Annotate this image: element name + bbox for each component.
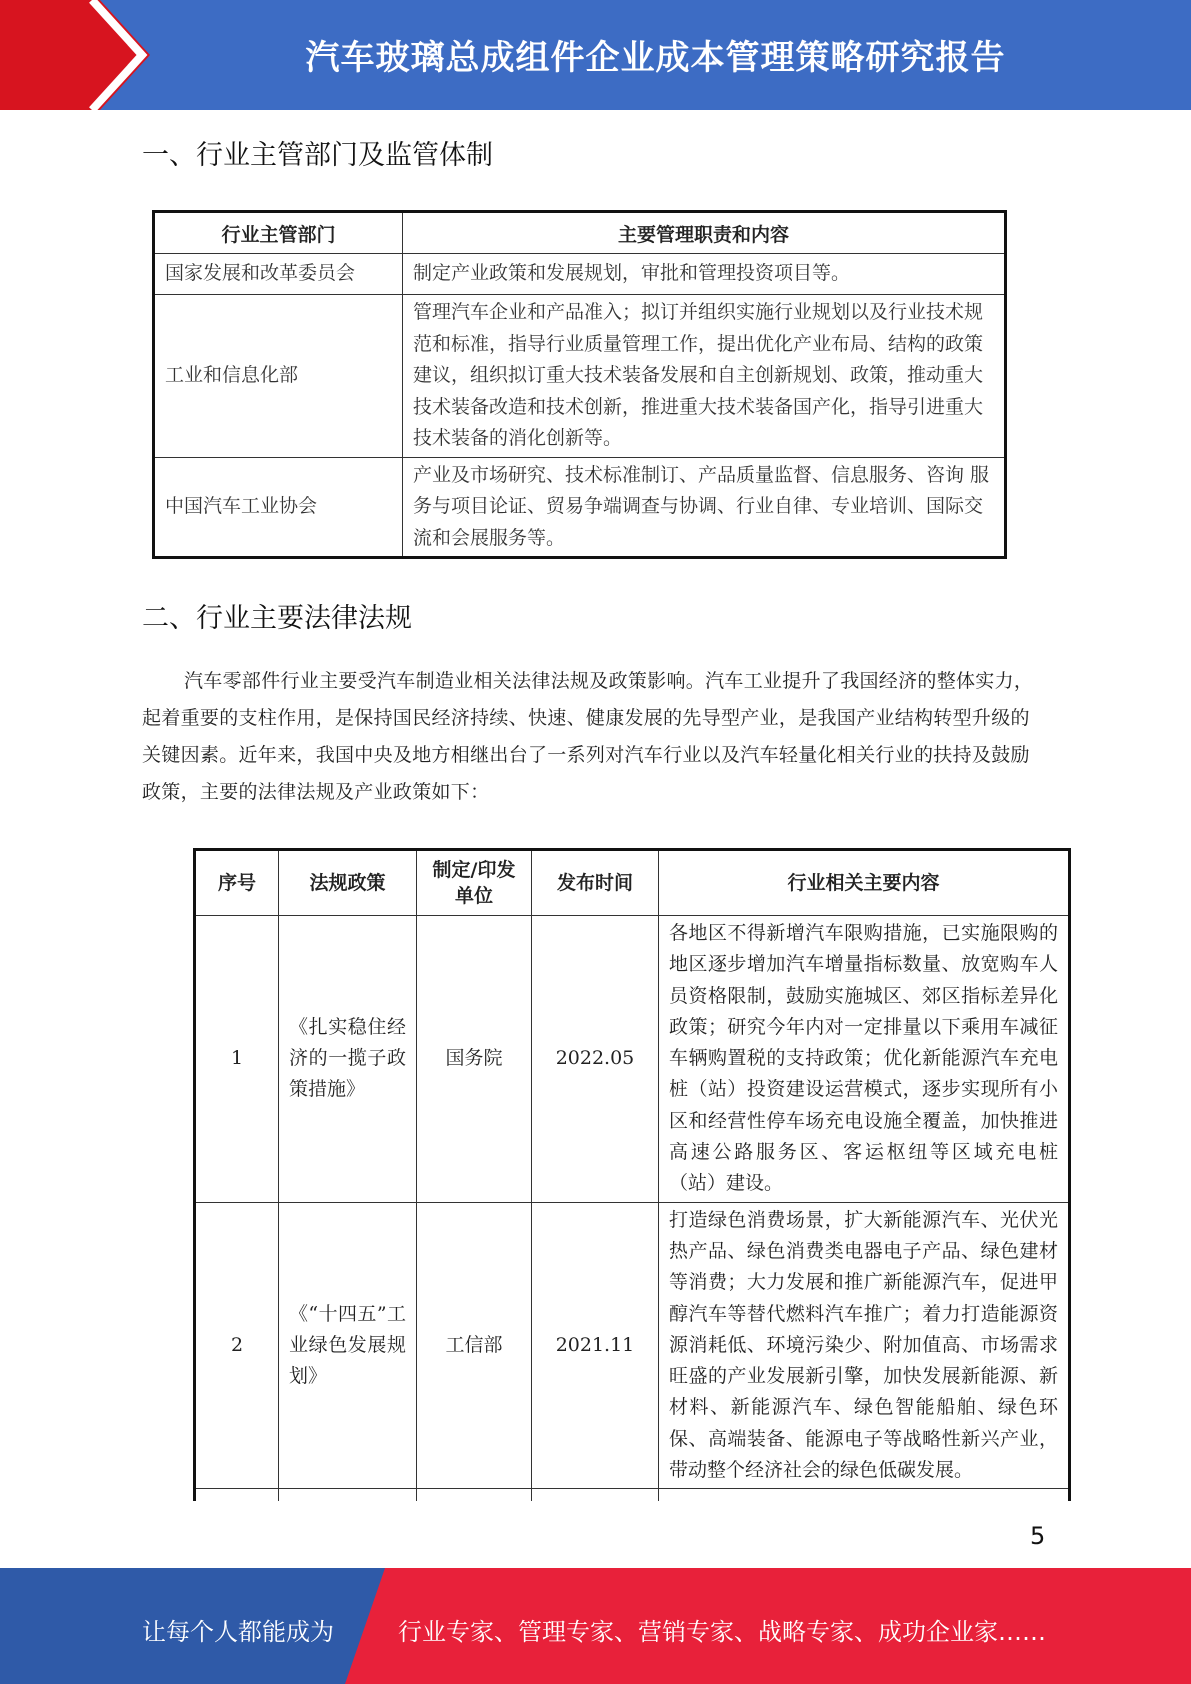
table-row (154, 254, 1006, 295)
column-header: 制定/印发单位 (417, 850, 532, 916)
duty-cell: 管理汽车企业和产品准入；拟订并组织实施行业规划以及行业技术规范和标准，指导行业质量管理工作，提出优化产业布局、结构的政策建议，组织拟订重大技术装备发展和自主创新规划、政策，推动重大技术装备改造和技术创新，推进重大技术装备国产化，指导引进重大技术装备的消化创新等。 (403, 295, 1006, 458)
policy-name: 《扎实稳住经济的一揽子政策措施》 (279, 916, 417, 1203)
intro-paragraph: 汽车零部件行业主要受汽车制造业相关法律法规及政策影响。汽车工业提升了我国经济的整体实力，起着重要的支柱作用，是保持国民经济持续、快速、健康发展的先导型产业，是我国产业结构转型升级的关键因素。近年来，我国中央及地方相继出台了一系列对汽车行业以及汽车轻量化相关行业的扶持及鼓励政策，主要的法律法规及产业政策如下： (142, 670, 1034, 803)
row-number: 1 (195, 916, 279, 1203)
dept-cell: 中国汽车工业协会 (154, 457, 403, 558)
page-number: 5 (1030, 1522, 1046, 1550)
page-header (0, 0, 1191, 110)
empty-cell (195, 1489, 279, 1502)
section-heading-2: 二、行业主要法律法规 (142, 603, 412, 634)
column-header: 行业主管部门 (154, 212, 403, 254)
policy-content: 打造绿色消费场景，扩大新能源汽车、光伏光热产品、绿色消费类电器电子产品、绿色建材等消费；大力发展和推广新能源汽车，促进甲醇汽车等替代燃料汽车推广；着力打造能源资源消耗低、环境污染少、附加值高、市场需求旺盛的产业发展新引擎，加快发展新能源、新材料、新能源汽车、绿色智能船舶、绿色环保、高端装备、能源电子等战略性新兴产业，带动整个经济社会的绿色低碳发展。 (659, 1202, 1070, 1489)
dept-cell: 国家发展和改革委员会 (154, 254, 403, 295)
column-header: 发布时间 (532, 850, 659, 916)
footer-slogan-right: 行业专家、管理专家、营销专家、战略专家、成功企业家…… (398, 1618, 1046, 1646)
empty-cell (417, 1489, 532, 1502)
table-row-continued (195, 1489, 1070, 1502)
page-footer (0, 1568, 1191, 1684)
table-header-row (154, 212, 1006, 254)
dept-cell: 工业和信息化部 (154, 295, 403, 458)
header-arrow-decoration (0, 0, 160, 110)
table-row (195, 1202, 1070, 1489)
policy-content: 各地区不得新增汽车限购措施，已实施限购的地区逐步增加汽车增量指标数量、放宽购车人员资格限制，鼓励实施城区、郊区指标差异化政策；研究今年内对一定排量以下乘用车减征车辆购置税的支持政策；优化新能源汽车充电桩（站）投资建设运营模式，逐步实现所有小区和经营性停车场充电设施全覆盖，加快推进高速公路服务区、客运枢纽等区域充电桩（站）建设。 (659, 916, 1070, 1203)
column-header: 行业相关主要内容 (659, 850, 1070, 916)
release-date: 2021.11 (532, 1202, 659, 1489)
issuing-unit: 国务院 (417, 916, 532, 1203)
release-date: 2022.05 (532, 916, 659, 1203)
policy-name: 《“十四五”工业绿色发展规划》 (279, 1202, 417, 1489)
row-number: 2 (195, 1202, 279, 1489)
column-header: 法规政策 (279, 850, 417, 916)
report-title: 汽车玻璃总成组件企业成本管理策略研究报告 (305, 38, 1006, 78)
table-header-row (195, 850, 1070, 916)
duty-cell: 制定产业政策和发展规划，审批和管理投资项目等。 (403, 254, 1006, 295)
empty-cell (532, 1489, 659, 1502)
duty-cell: 产业及市场研究、技术标准制订、产品质量监督、信息服务、咨询 服务与项目论证、贸易争端调查与协调、行业自律、专业培训、国际交流和会展服务等。 (403, 457, 1006, 558)
column-header: 序号 (195, 850, 279, 916)
empty-cell (279, 1489, 417, 1502)
policy-table (193, 848, 1071, 1501)
table-row (154, 295, 1006, 458)
table-row (195, 916, 1070, 1203)
footer-slogan-left: 让每个人都能成为 (142, 1618, 334, 1646)
table-row (154, 457, 1006, 558)
empty-cell (659, 1489, 1070, 1502)
column-header: 主要管理职责和内容 (403, 212, 1006, 254)
regulator-table (152, 210, 1007, 559)
issuing-unit: 工信部 (417, 1202, 532, 1489)
section-heading-1: 一、行业主管部门及监管体制 (142, 140, 493, 171)
